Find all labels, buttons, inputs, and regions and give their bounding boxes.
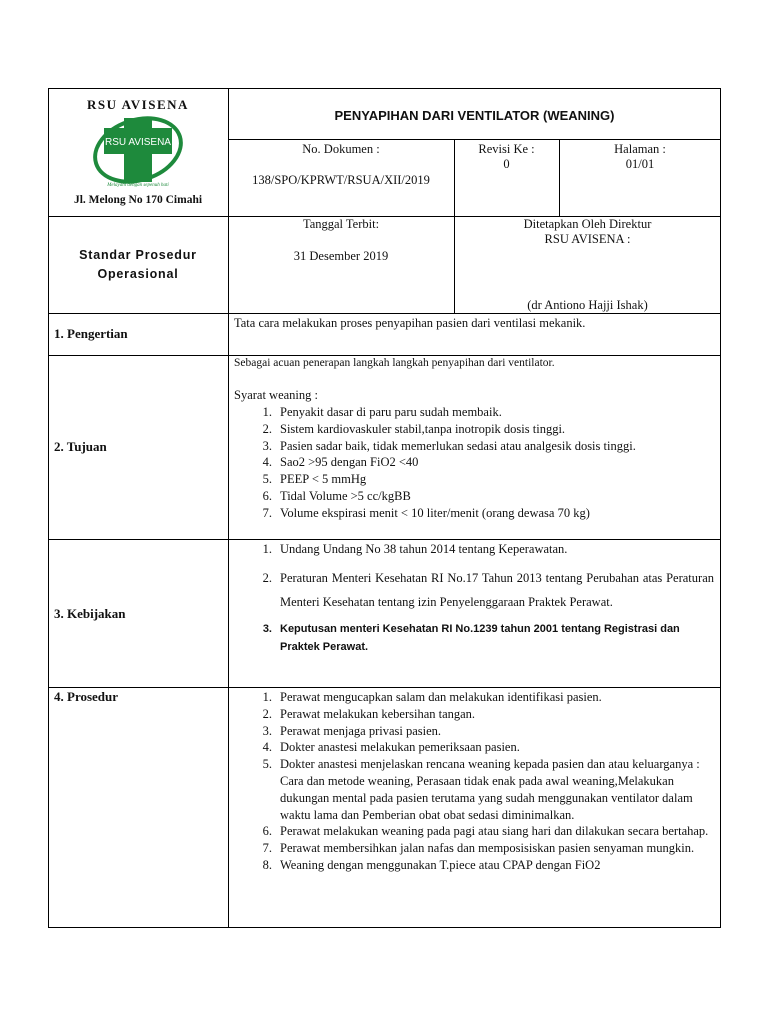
list-item: 7. Volume ekspirasi menit < 10 liter/menit (orang dewasa 70 kg) — [262, 505, 590, 520]
syarat-weaning-list — [234, 404, 654, 522]
spo-label-line1: Standar Prosedur — [79, 248, 197, 262]
list-item: 2. Sistem kardiovaskuler stabil,tanpa inotropik dosis tinggi. — [262, 421, 566, 436]
hospital-name: RSU AVISENA — [87, 97, 189, 112]
revisi-value: 0 — [503, 157, 510, 171]
list-item: 8. Weaning dengan menggunakan T.piece atau CPAP dengan FiO2 — [262, 857, 601, 872]
section-label-tujuan: 2. Tujuan — [54, 439, 107, 454]
list-item: 1. Perawat mengucapkan salam dan melakukan identifikasi pasien. — [262, 690, 602, 704]
list-item: 3. Keputusan menteri Kesehatan RI No.1239 tahun 2001 tentang Registrasi dan Praktek Perawat. — [262, 622, 680, 653]
ditetapkan-line1: Ditetapkan Oleh Direktur — [523, 217, 652, 231]
spo-label-line2: Operasional — [97, 267, 179, 281]
hospital-address: Jl. Melong No 170 Cimahi — [73, 194, 203, 206]
list-item: 2. Peraturan Menteri Kesehatan RI No.17 Tahun 2013 tentang Perubahan atas Peraturan Menteri Kesehatan tentang izin Penyelenggaraan Praktek Perawat. — [262, 570, 714, 609]
tujuan-intro: Sebagai acuan penerapan langkah langkah penyapihan dari ventilator. — [234, 357, 555, 369]
list-item: 5. PEEP < 5 mmHg — [262, 472, 367, 487]
list-item: 1. Undang Undang No 38 tahun 2014 tentang Keperawatan. — [262, 542, 568, 556]
column-divider — [228, 88, 229, 928]
revisi-label: Revisi Ke : — [478, 142, 535, 156]
list-item: 3. Pasien sadar baik, tidak memerlukan sedasi atau analgesik dosis tinggi. — [262, 438, 636, 453]
row-divider — [48, 687, 721, 688]
logo-tagline: Melayani dengan sepenuh hati — [107, 183, 169, 188]
list-item: 5. Dokter anastesi menjelaskan rencana weaning kepada pasien dan atau keluarganya : Cara dan metode weaning, Perasaan tidak enak pada awal weaning,Melakukan dukungan mental pada pasien terutama yang sudah menggunakan ventilator dalam waktu lama dan Pemberian obat obat sedasi diminimalkan. — [262, 757, 700, 822]
list-item: 6. Perawat melakukan weaning pada pagi atau siang hari dan dilakukan secara bertahap. — [262, 824, 709, 839]
syarat-weaning-title: Syarat weaning : — [234, 388, 319, 402]
prosedur-list — [234, 689, 712, 874]
row-divider — [228, 139, 721, 140]
kebijakan-list — [234, 541, 714, 656]
halaman-value: 01/01 — [625, 157, 655, 171]
director-name: (dr Antiono Hajji Ishak) — [527, 298, 648, 312]
section-label-kebijakan: 3. Kebijakan — [54, 606, 126, 621]
no-dokumen-value: 138/SPO/KPRWT/RSUA/XII/2019 — [252, 173, 430, 187]
tanggal-terbit-value: 31 Desember 2019 — [293, 249, 389, 263]
list-item: 3. Perawat menjaga privasi pasien. — [262, 723, 442, 738]
ditetapkan-line2: RSU AVISENA : — [544, 232, 631, 246]
no-dokumen-label: No. Dokumen : — [302, 142, 380, 156]
hospital-logo — [92, 114, 184, 190]
list-item: 7. Perawat membersihkan jalan nafas dan memposisiskan pasien senyaman mungkin. — [262, 841, 695, 856]
tanggal-terbit-label: Tanggal Terbit: — [302, 217, 380, 231]
section-label-prosedur: 4. Prosedur — [54, 689, 119, 704]
list-item: 4. Sao2 >95 dengan FiO2 <40 — [262, 455, 419, 470]
list-item: 4. Dokter anastesi melakukan pemeriksaan pasien. — [262, 740, 520, 755]
row-divider — [48, 539, 721, 540]
pengertian-text: Tata cara melakukan proses penyapihan pasien dari ventilasi mekanik. — [234, 316, 586, 330]
section-label-pengertian: 1. Pengertian — [54, 326, 128, 341]
list-item: 1. Penyakit dasar di paru paru sudah membaik. — [262, 405, 502, 419]
list-item: 6. Tidal Volume >5 cc/kgBB — [262, 488, 411, 503]
halaman-label: Halaman : — [614, 142, 666, 156]
document-title: PENYAPIHAN DARI VENTILATOR (WEANING) — [334, 108, 615, 123]
logo-text: RSU AVISENA — [105, 137, 171, 148]
list-item: 2. Perawat melakukan kebersihan tangan. — [262, 706, 476, 721]
row-divider — [48, 313, 721, 314]
